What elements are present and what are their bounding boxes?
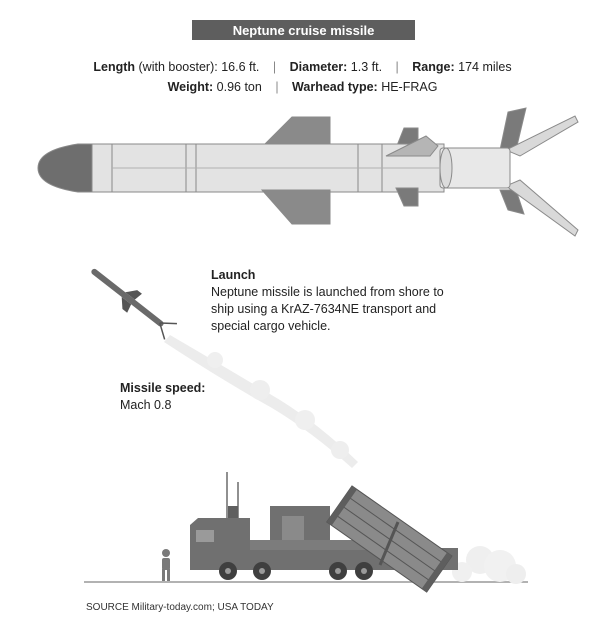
spec-separator: |: [272, 60, 277, 74]
spec-separator: |: [275, 80, 279, 94]
cab-window: [196, 530, 214, 542]
launch-heading: Launch: [211, 268, 256, 282]
spec-weight-label: Weight:: [167, 80, 217, 94]
spec-warhead-label: Warhead type:: [292, 80, 382, 94]
spec-range-value: 174 miles: [458, 60, 512, 74]
cab-mirror: [228, 506, 238, 518]
page-title: Neptune cruise missile: [232, 22, 375, 38]
spec-length-label: Length: [93, 60, 136, 74]
missile-lower-wing: [262, 190, 330, 224]
smoke-puff: [207, 352, 223, 368]
missile-nose: [38, 144, 92, 192]
spec-diameter-value: 1.3 ft.: [350, 60, 383, 74]
spec-separator: |: [395, 60, 399, 74]
missile-lower-mid-fin: [396, 188, 418, 206]
spec-warhead-value: HE-FRAG: [381, 80, 438, 94]
spec-length-value: 16.6 ft.: [221, 60, 260, 74]
smoke-puff: [295, 410, 315, 430]
smoke-puff: [331, 441, 349, 459]
missile-illustration: [38, 108, 578, 236]
speed-value: Mach 0.8: [120, 398, 172, 412]
speed-heading: Missile speed:: [120, 381, 206, 395]
flying-missile-body: [90, 268, 165, 328]
spec-range-label: Range:: [412, 60, 459, 74]
launch-description: [211, 267, 461, 335]
person-silhouette: [162, 549, 170, 581]
launch-smoke: [506, 564, 526, 584]
spec-diameter-label: Diameter:: [289, 60, 351, 74]
spec-weight-value: 0.96 ton: [216, 80, 262, 94]
source-credit: SOURCE Military-today.com; USA TODAY: [86, 602, 274, 613]
launch-text: Neptune missile is launched from shore to ship using a KrAZ-7634NE transport and special cargo vehicle.: [211, 285, 444, 333]
flying-missile: [85, 261, 179, 341]
speed-description: [120, 380, 260, 414]
spec-length-qualifier: (with booster):: [135, 60, 222, 74]
launcher-vehicle: [190, 472, 458, 592]
missile-booster-ring: [440, 148, 452, 188]
